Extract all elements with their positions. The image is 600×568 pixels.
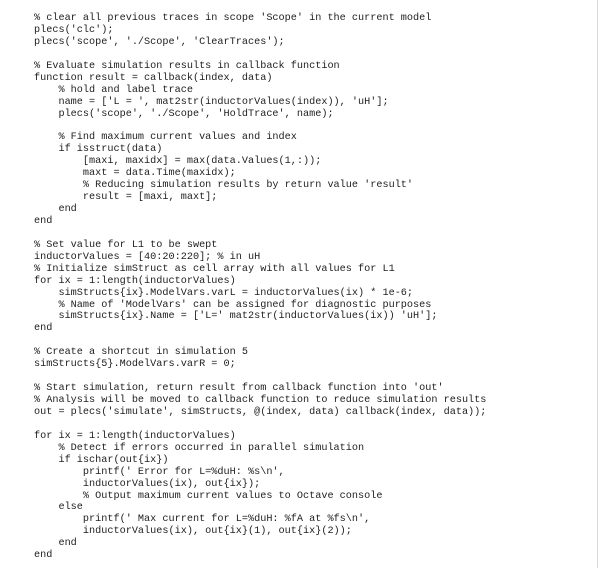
code-line: simStructs{ix}.Name = ['L=' mat2str(inductorValues(ix)) 'uH']; bbox=[34, 311, 438, 323]
code-line: out = plecs('simulate', simStructs, @(index, data) callback(index, data)); bbox=[34, 406, 487, 418]
code-line: % Detect if errors occurred in parallel simulation bbox=[34, 442, 365, 454]
code-line: result = [maxi, maxt]; bbox=[34, 192, 218, 204]
code-line: else bbox=[34, 502, 83, 514]
code-line: maxt = data.Time(maxidx); bbox=[34, 168, 236, 180]
code-line: printf(' Error for L=%duH: %s\n', bbox=[34, 466, 285, 478]
code-line: end bbox=[34, 323, 53, 335]
code-line: % Start simulation, return result from callback function into 'out' bbox=[34, 383, 444, 395]
code-line: % Reducing simulation results by return value 'result' bbox=[34, 180, 414, 192]
code-line: % clear all previous traces in scope 'Scope' in the current model bbox=[34, 13, 432, 24]
code-line: if ischar(out{ix}) bbox=[34, 454, 169, 466]
code-listing bbox=[34, 13, 486, 562]
code-line: function result = callback(index, data) bbox=[34, 72, 273, 84]
code-line: [maxi, maxidx] = max(data.Values(1,:)); bbox=[34, 156, 322, 168]
code-line: for ix = 1:length(inductorValues) bbox=[34, 430, 236, 442]
code-line: end bbox=[34, 204, 77, 215]
code-line: plecs('scope', './Scope', 'ClearTraces'); bbox=[34, 36, 285, 48]
code-line: plecs('scope', './Scope', 'HoldTrace', name); bbox=[34, 108, 334, 120]
code-line: % Create a shortcut in simulation 5 bbox=[34, 347, 248, 359]
code-line: % Find maximum current values and index bbox=[34, 132, 297, 144]
code-line: end bbox=[34, 215, 53, 227]
code-line: name = ['L = ', mat2str(inductorValues(index)), 'uH']; bbox=[34, 96, 389, 108]
code-line bbox=[34, 335, 486, 347]
code-line: % Initialize simStruct as cell array with all values for L1 bbox=[34, 263, 395, 275]
code-line bbox=[34, 120, 486, 132]
code-line bbox=[34, 49, 486, 61]
code-line: inductorValues = [40:20:220]; % in uH bbox=[34, 251, 261, 263]
code-line: % Analysis will be moved to callback function to reduce simulation results bbox=[34, 395, 487, 406]
code-line: printf(' Max current for L=%duH: %fA at %fs\n', bbox=[34, 514, 371, 526]
code-line: simStructs{ix}.ModelVars.varL = inductorValues(ix) * 1e-6; bbox=[34, 287, 414, 299]
code-line: inductorValues(ix), out{ix}(1), out{ix}(2)); bbox=[34, 526, 352, 538]
code-line: end bbox=[34, 550, 53, 562]
code-line: end bbox=[34, 538, 77, 550]
code-line bbox=[34, 371, 486, 383]
code-line: if isstruct(data) bbox=[34, 144, 163, 156]
code-line: % Set value for L1 to be swept bbox=[34, 239, 218, 251]
code-line: % Output maximum current values to Octave console bbox=[34, 490, 383, 502]
code-line: % Evaluate simulation results in callback function bbox=[34, 60, 340, 72]
code-line: % Name of 'ModelVars' can be assigned for diagnostic purposes bbox=[34, 299, 432, 311]
code-line: plecs('clc'); bbox=[34, 24, 114, 36]
code-line: simStructs{5}.ModelVars.varR = 0; bbox=[34, 359, 236, 371]
code-line: % hold and label trace bbox=[34, 84, 193, 96]
code-line bbox=[34, 419, 486, 431]
code-line: for ix = 1:length(inductorValues) bbox=[34, 275, 236, 287]
code-line bbox=[34, 228, 486, 240]
code-line: inductorValues(ix), out{ix}); bbox=[34, 478, 261, 490]
